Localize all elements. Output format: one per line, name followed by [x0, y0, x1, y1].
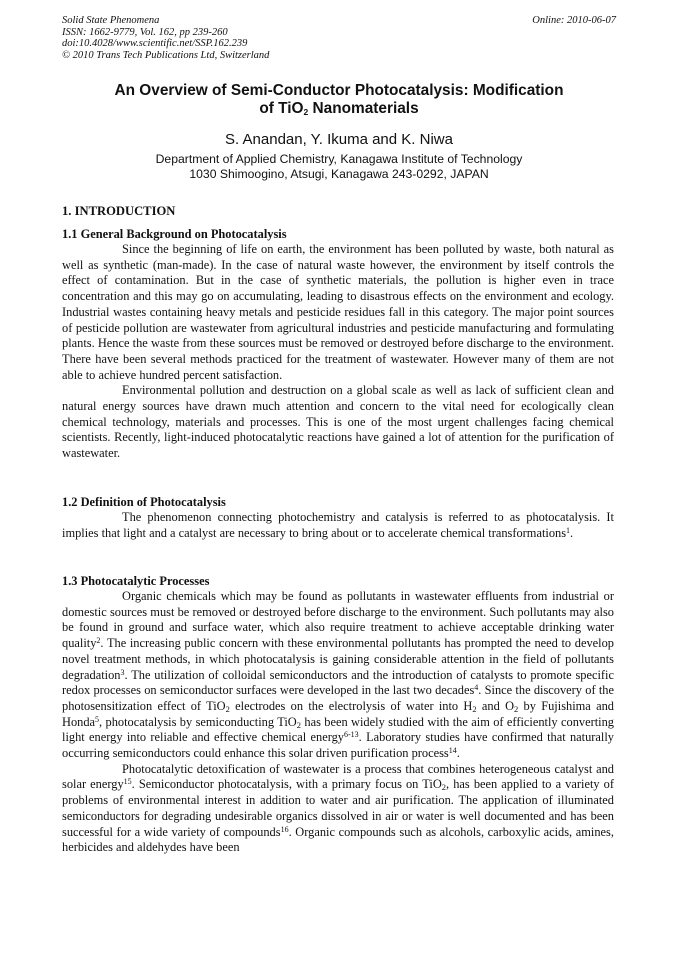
- online-date: Online: 2010-06-07: [532, 15, 616, 26]
- paragraph-1: Since the beginning of life on earth, the environment has been polluted by waste, both natural as well as synthetic (man-made). In the case of natural waste however, the environment by itself controls the effect of contamination. But in the case of synthetic materials, the pollution is higher even in trace concentration and this may go on accumulating, leading to disastrous effects on the environment and ecology. Industrial wastes containing heavy metals and pesticide residues fall in this category. The major point sources of pesticide pollution are wastewater from agricultural industries and pesticide manufacturing and formulating plants. Hence the waste from these sources must be removed or destroyed before discharge to the environment. There have been several methods practiced for the treatment of wastewater. However many of them are not able to achieve hundred percent satisfaction.: [62, 242, 614, 382]
- journal-doi: doi:10.4028/www.scientific.net/SSP.162.239: [62, 38, 248, 50]
- paragraph-3: The phenomenon connecting photochemistry and catalysis is referred to as photocatalysis. It implies that light and a catalyst are necessary to bring about or to accelerate chemical transformations$^1$.: [62, 510, 614, 540]
- subsection-heading-definition: 1.2 Definition of Photocatalysis: [62, 495, 226, 509]
- authors: S. Anandan, Y. Ikuma and K. Niwa: [225, 131, 453, 148]
- journal-copyright: © 2010 Trans Tech Publications Ltd, Switzerland: [62, 49, 270, 61]
- subsection-heading-processes: 1.3 Photocatalytic Processes: [62, 574, 210, 588]
- subsection-heading-general-background: 1.1 General Background on Photocatalysis: [62, 227, 287, 241]
- journal-issn: ISSN: 1662-9779, Vol. 162, pp 239-260: [62, 26, 228, 38]
- paragraph-5: Photocatalytic detoxification of wastewater is a process that combines heterogeneous catalyst and solar energy$^{15}$. Semiconductor photocatalysis, with a primary focus on TiO$_2$, has been applied to a variety of problems of environmental interest in addition to water and air purification. The application of illuminated semiconductors for degrading undesirable organics dissolved in air or water is well documented and has been successful for a wide variety of compounds$^{16}$. Organic compounds such as alcohols, carboxylic acids, amines, herbicides and aldehydes have been: [62, 761, 614, 855]
- section-heading-introduction: 1. INTRODUCTION: [62, 204, 176, 218]
- journal-meta: [62, 15, 269, 61]
- title-line-2: of TiO$_2$ Nanomaterials: [259, 100, 419, 117]
- paper-title: [62, 82, 616, 118]
- title-line-1: An Overview of Semi-Conductor Photocatalysis: Modification: [114, 82, 564, 99]
- affiliation-line-2: 1030 Shimoogino, Atsugi, Kanagawa 243-0292, JAPAN: [189, 167, 489, 181]
- paragraph-4: Organic chemicals which may be found as pollutants in wastewater effluents from industrial or domestic sources must be removed or destroyed before discharge to the environment. Such pollutants may also be found in ground and surface water, which also require treatment to achieve acceptable drinking water quality$^2$. The increasing public concern with these environmental pollutants has prompted the need to develop novel treatment methods, in which photocatalysis is gaining considerable attention in the field of pollutants degradation$^3$. The utilization of colloidal semiconductors and the introduction of catalysts to promote specific redox processes on semiconductor surfaces were developed in the last two decades$^4$. Since the discovery of the photosensitization effect of TiO$_2$ electrodes on the electrolysis of water into $H_2$ and $O_2$ by Fujishima and Honda$^5$, photocatalysis by semiconducting TiO$_2$ has been widely studied with the aim of efficiently converting light energy into reliable and effective chemical energy$^{6-13}$. Laboratory studies have confirmed that naturally occurring semiconductors could enhance this solar driven purification process$^{14}$.: [62, 589, 615, 761]
- section-1-2-body: [62, 510, 614, 541]
- journal-name: Solid State Phenomena: [62, 15, 160, 26]
- paragraph-2: Environmental pollution and destruction on a global scale as well as lack of sufficient clean and natural energy sources have drawn much attention and concern to the vital need for ecologically clean chemical technology, materials and processes. This is one of the most urgent challenges facing chemical scientists. Recently, light-induced photocatalytic reactions have gained a lot of attention for the purification of wastewater.: [62, 383, 614, 461]
- affiliation-line-1: Department of Applied Chemistry, Kanagawa Institute of Technology: [155, 152, 523, 166]
- section-1-3-body: [62, 589, 614, 856]
- section-1-1-body: [62, 242, 614, 462]
